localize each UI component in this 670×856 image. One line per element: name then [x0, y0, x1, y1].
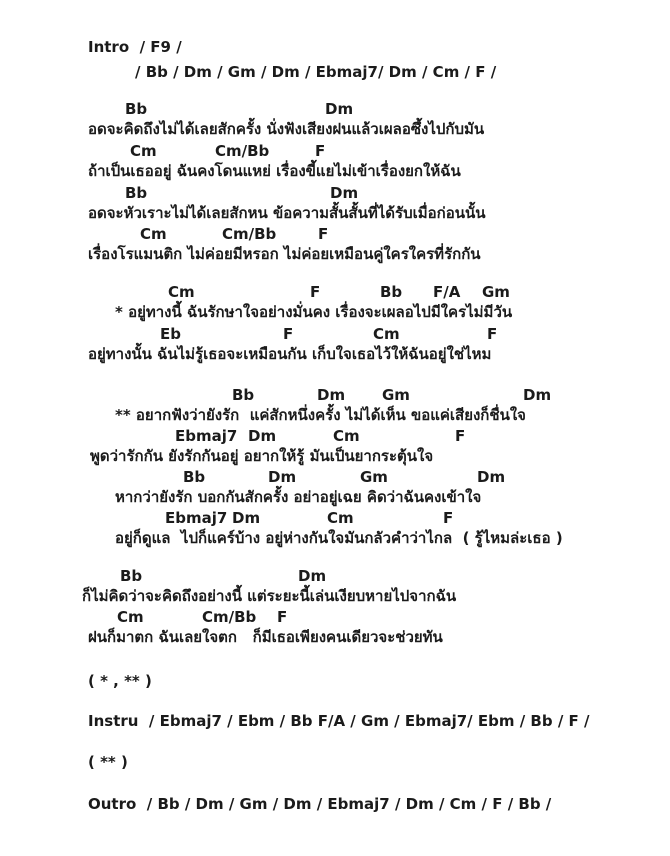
chord-progression: / Bb / Dm / Gm / Dm / Ebmaj7 / Dm / Cm / F / Bb / [136, 795, 552, 813]
lyric-line: หากว่ายังรัก บอกกันสักครั้ง อย่าอยู่เฉย คิดว่าฉันคงเข้าใจ [115, 488, 482, 506]
lyric-line: อยู่ก็ดูแล ไปก็แคร์บ้าง อยู่ห่างกันใจมันกลัวคำว่าไกล ( รู้ไหมล่ะเธอ ) [115, 529, 563, 547]
chord-label: Cm/Bb [215, 142, 270, 160]
repeat-marker: ( ** ) [88, 753, 128, 771]
chord-line [0, 100, 670, 116]
chord-line [0, 386, 670, 402]
lyric-line: ** อยากฟังว่ายังรัก แค่สักหนึ่งครั้ง ไม่ได้เห็น ขอแค่เสียงก็ชื่นใจ [115, 406, 526, 424]
chord-label: F [310, 283, 321, 301]
chord-label: Cm [168, 283, 195, 301]
chord-label: Dm [477, 468, 506, 486]
chord-line [0, 325, 670, 341]
lyric-line: ฝนก็มาตก ฉันเลยใจตก ก็มีเธอเพียงคนเดียวจะช่วยทัน [88, 628, 443, 646]
chord-label: F/A [433, 283, 461, 301]
chord-line [0, 184, 670, 200]
chord-label: Ebmaj7 [165, 509, 228, 527]
chord-line [0, 283, 670, 299]
chord-label: Bb [120, 567, 143, 585]
chord-label: Dm [523, 386, 552, 404]
lyric-line: พูดว่ารักกัน ยังรักกันอยู่ อยากให้รู้ มันเป็นยากระตุ้นใจ [90, 447, 434, 465]
chord-label: Dm [248, 427, 277, 445]
chord-label: Gm [360, 468, 388, 486]
chord-label: Ebmaj7 [175, 427, 238, 445]
lyric-line: อยู่ทางนั้น ฉันไม่รู้เธอจะเหมือนกัน เก็บใจเธอไว้ให้ฉันอยู่ใช่ไหม [88, 345, 492, 363]
section-label: Outro [88, 795, 137, 813]
chord-label: Bb [232, 386, 255, 404]
chord-label: Cm/Bb [202, 608, 257, 626]
chord-label: F [455, 427, 466, 445]
section-line-instru [88, 712, 589, 730]
chord-label: Bb [125, 100, 148, 118]
chord-label: Bb [125, 184, 148, 202]
chord-label: F [283, 325, 294, 343]
chord-label: Dm [317, 386, 346, 404]
chord-line [0, 509, 670, 525]
chord-label: F [315, 142, 326, 160]
section-line-intro [88, 38, 182, 56]
chord-label: Eb [160, 325, 181, 343]
lyric-line: * อยู่ทางนี้ ฉันรักษาใจอย่างมั่นคง เรื่องจะเผลอไปมีใครไม่มีวัน [115, 303, 513, 321]
chord-progression: / Ebmaj7 / Ebm / Bb F/A / Gm / Ebmaj7/ Ebm / Bb / F / [138, 712, 590, 730]
chord-label: Dm [268, 468, 297, 486]
intro-progression-continued: / Bb / Dm / Gm / Dm / Ebmaj7/ Dm / Cm / F / [135, 63, 497, 81]
chord-line [0, 468, 670, 484]
chord-line [0, 608, 670, 624]
chord-label: Cm [373, 325, 400, 343]
chord-label: Cm [130, 142, 157, 160]
lyric-line: เรื่องโรแมนติก ไม่ค่อยมีหรอก ไม่ค่อยเหมือนคู่ใครใครที่รักกัน [88, 245, 481, 263]
chord-label: Dm [298, 567, 327, 585]
lyric-line: อดจะคิดถึงไม่ได้เลยสักครั้ง นั่งฟังเสียงฝนแล้วเผลอซึ้งไปกับมัน [88, 120, 485, 138]
chord-line [0, 142, 670, 158]
chord-label: F [487, 325, 498, 343]
chord-progression: / F9 / [129, 38, 182, 56]
repeat-marker: ( * , ** ) [88, 672, 152, 690]
chord-label: Dm [330, 184, 359, 202]
lyric-line: ก็ไม่คิดว่าจะคิดถึงอย่างนี้ แต่ระยะนี้เล่นเงียบหายไปจากฉัน [82, 587, 457, 605]
chord-label: Dm [232, 509, 261, 527]
chord-label: F [443, 509, 454, 527]
chord-line [0, 567, 670, 583]
lyric-line: ถ้าเป็นเธออยู่ ฉันคงโดนแหย่ เรื่องขี้แยไม่เข้าเรื่องยกให้ฉัน [88, 162, 461, 180]
chord-label: Cm [117, 608, 144, 626]
chord-label: Bb [183, 468, 206, 486]
chord-label: Cm [140, 225, 167, 243]
chord-label: Cm [327, 509, 354, 527]
chord-label: Bb [380, 283, 403, 301]
lyric-line: อดจะหัวเราะไม่ได้เลยสักหน ข้อความสั้นสั้นที่ได้รับเมื่อก่อนนั้น [88, 204, 486, 222]
chord-label: Cm [333, 427, 360, 445]
chord-line [0, 225, 670, 241]
chord-label: F [318, 225, 329, 243]
chord-label: Gm [382, 386, 410, 404]
chord-label: Cm/Bb [222, 225, 277, 243]
section-line-outro [88, 795, 551, 813]
chord-line [0, 427, 670, 443]
section-label: Instru [88, 712, 139, 730]
chord-label: Dm [325, 100, 354, 118]
chord-label: F [277, 608, 288, 626]
section-label: Intro [88, 38, 130, 56]
chord-label: Gm [482, 283, 510, 301]
